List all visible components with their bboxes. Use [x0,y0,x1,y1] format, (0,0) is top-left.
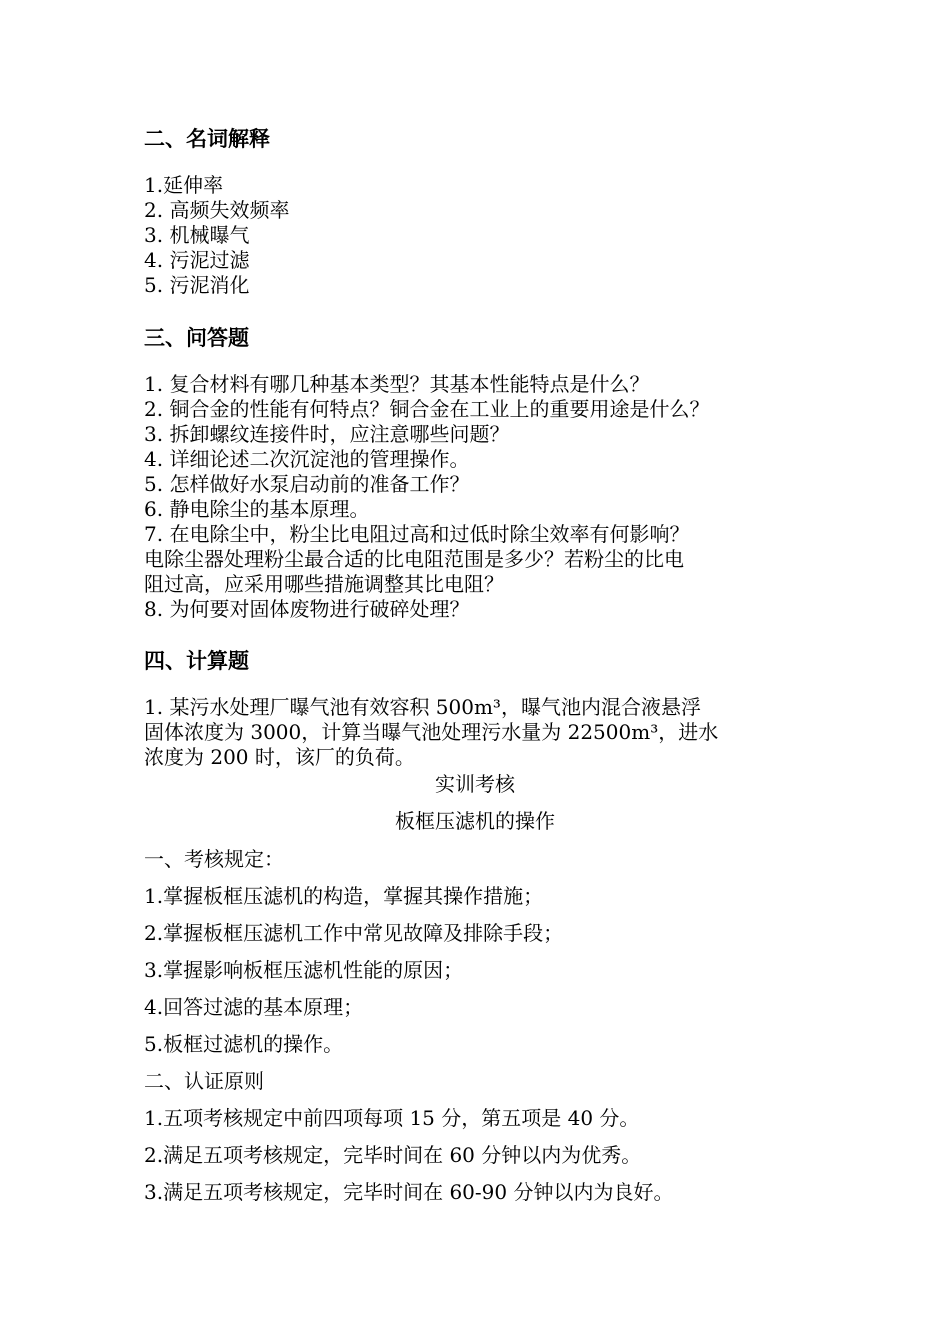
rule-item: 1.掌握板框压滤机的构造，掌握其操作措施； [144,884,544,908]
rule-item: 4.回答过滤的基本原理； [144,995,364,1019]
section-heading-terms: 二、名词解释 [144,126,270,151]
list-item: 4. 污泥过滤 [144,248,250,272]
list-item: 2. 高频失效频率 [144,198,290,222]
training-subtitle: 板框压滤机的操作 [395,809,555,833]
training-title: 实训考核 [435,772,515,796]
principles-heading: 二、认证原则 [144,1069,264,1093]
section-heading-calculation: 四、计算题 [144,648,249,673]
list-item: 8. 为何要对固体废物进行破碎处理？ [144,597,470,621]
list-item: 阻过高，应采用哪些措施调整其比电阻？ [144,572,504,596]
principle-item: 1.五项考核规定中前四项每项 15 分，第五项是 40 分。 [144,1106,640,1130]
list-item: 3. 机械曝气 [144,223,250,247]
list-item: 4. 详细论述二次沉淀池的管理操作。 [144,447,470,471]
list-item: 6. 静电除尘的基本原理。 [144,497,370,521]
list-item: 1.延伸率 [144,173,224,197]
principle-item: 3.满足五项考核规定，完毕时间在 60-90 分钟以内为良好。 [144,1180,674,1204]
list-item: 5. 怎样做好水泵启动前的准备工作？ [144,472,470,496]
list-item: 5. 污泥消化 [144,273,250,297]
rule-item: 2.掌握板框压滤机工作中常见故障及排除手段； [144,921,564,945]
list-item: 7. 在电除尘中，粉尘比电阻过高和过低时除尘效率有何影响？ [144,522,690,546]
text-line: 1. 某污水处理厂曝气池有效容积 500m³，曝气池内混合液悬浮 [144,695,701,719]
list-item: 2. 铜合金的性能有何特点？铜合金在工业上的重要用途是什么？ [144,397,710,421]
calculation-problem [144,695,718,770]
terms-list [144,173,289,298]
section-heading-questions: 三、问答题 [144,325,249,350]
rules-heading: 一、考核规定： [144,847,284,871]
principle-item: 2.满足五项考核规定，完毕时间在 60 分钟以内为优秀。 [144,1143,642,1167]
list-item: 1. 复合材料有哪几种基本类型？其基本性能特点是什么？ [144,372,650,396]
questions-list [144,372,709,622]
text-line: 固体浓度为 3000，计算当曝气池处理污水量为 22500m³，进水 [144,720,719,744]
list-item: 3. 拆卸螺纹连接件时，应注意哪些问题？ [144,422,510,446]
text-line: 浓度为 200 时，该厂的负荷。 [144,745,415,769]
rule-item: 5.板框过滤机的操作。 [144,1032,344,1056]
list-item: 电除尘器处理粉尘最合适的比电阻范围是多少？若粉尘的比电 [144,547,684,571]
rule-item: 3.掌握影响板框压滤机性能的原因； [144,958,464,982]
